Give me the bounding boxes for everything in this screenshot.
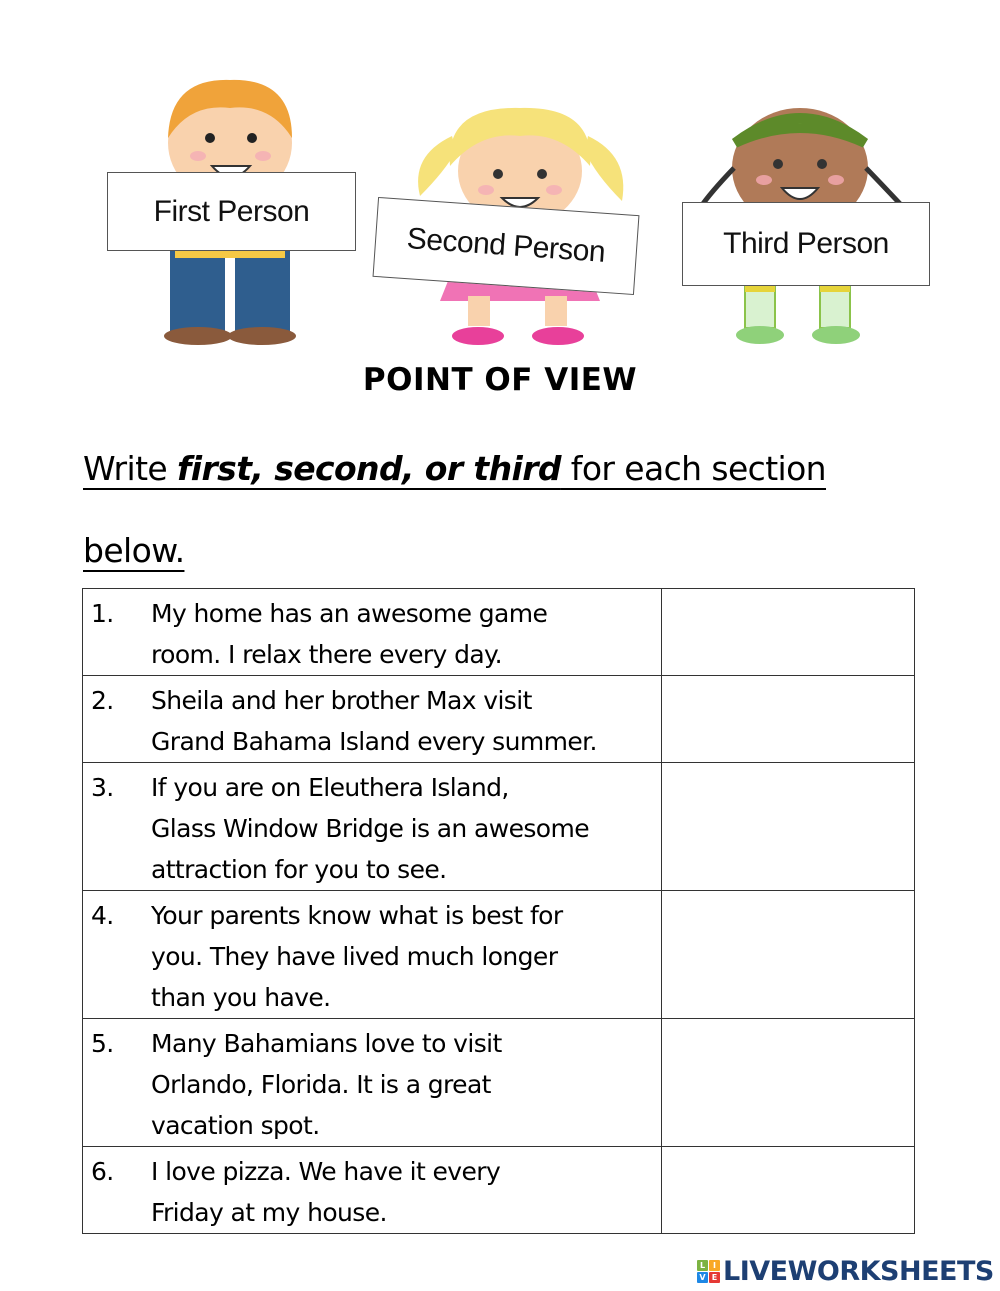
- table-row: [83, 676, 915, 763]
- question-line: Your parents know what is best for: [151, 901, 563, 930]
- instruction-line2: below.: [83, 531, 185, 570]
- logo-letter: E: [709, 1272, 720, 1283]
- answer-cell[interactable]: [662, 676, 915, 763]
- instructions: [83, 428, 903, 592]
- question-line: Friday at my house.: [151, 1198, 387, 1227]
- question-line: than you have.: [151, 983, 331, 1012]
- live-blocks-icon: [697, 1260, 720, 1283]
- question-line: My home has an awesome game: [151, 599, 548, 628]
- question-line: you. They have lived much longer: [151, 942, 558, 971]
- sign-label: Third Person: [723, 227, 889, 260]
- sign-label: First Person: [153, 194, 310, 228]
- question-text: [151, 895, 661, 1018]
- question-text: [151, 1023, 661, 1146]
- question-line: Grand Bahama Island every summer.: [151, 727, 597, 756]
- question-line: Orlando, Florida. It is a great: [151, 1070, 491, 1099]
- question-cell: [83, 1019, 662, 1147]
- instruction-prefix: Write: [83, 449, 178, 488]
- sign-third-person: [682, 202, 930, 286]
- question-number: 5.: [91, 1029, 114, 1058]
- question-text: [151, 1151, 661, 1233]
- question-line: If you are on Eleuthera Island,: [151, 773, 509, 802]
- question-number: 1.: [91, 599, 114, 628]
- answer-cell[interactable]: [662, 1147, 915, 1234]
- question-line: attraction for you to see.: [151, 855, 447, 884]
- logo-letter: I: [709, 1260, 720, 1271]
- answer-cell[interactable]: [662, 589, 915, 676]
- answer-cell[interactable]: [662, 763, 915, 891]
- instruction-suffix: for each section: [560, 449, 827, 488]
- question-line: room. I relax there every day.: [151, 640, 503, 669]
- table-row: [83, 763, 915, 891]
- question-line: vacation spot.: [151, 1111, 320, 1140]
- question-text: [151, 680, 661, 762]
- question-cell: [83, 891, 662, 1019]
- question-cell: [83, 763, 662, 891]
- brand-name: LIVEWORKSHEETS: [723, 1256, 994, 1287]
- table-row: [83, 589, 915, 676]
- question-line: Glass Window Bridge is an awesome: [151, 814, 590, 843]
- answer-cell[interactable]: [662, 891, 915, 1019]
- question-line: Many Bahamians love to visit: [151, 1029, 502, 1058]
- page-title: POINT OF VIEW: [362, 362, 638, 398]
- question-cell: [83, 1147, 662, 1234]
- table-row: [83, 1147, 915, 1234]
- instruction-emphasis: first, second, or third: [177, 449, 561, 488]
- question-cell: [83, 676, 662, 763]
- question-number: 2.: [91, 686, 114, 715]
- sign-label: Second Person: [405, 222, 607, 269]
- sign-first-person: [107, 172, 356, 251]
- logo-letter: V: [697, 1272, 708, 1283]
- header-illustration: [90, 78, 940, 346]
- question-cell: [83, 589, 662, 676]
- question-line: I love pizza. We have it every: [151, 1157, 501, 1186]
- table-row: [83, 1019, 915, 1147]
- question-number: 4.: [91, 901, 114, 930]
- table-row: [83, 891, 915, 1019]
- question-number: 3.: [91, 773, 114, 802]
- answer-cell[interactable]: [662, 1019, 915, 1147]
- logo-letter: L: [697, 1260, 708, 1271]
- question-text: [151, 767, 661, 890]
- question-number: 6.: [91, 1157, 114, 1186]
- question-line: Sheila and her brother Max visit: [151, 686, 532, 715]
- liveworksheets-logo: [697, 1256, 994, 1287]
- question-text: [151, 593, 661, 675]
- worksheet-table: [82, 588, 915, 1234]
